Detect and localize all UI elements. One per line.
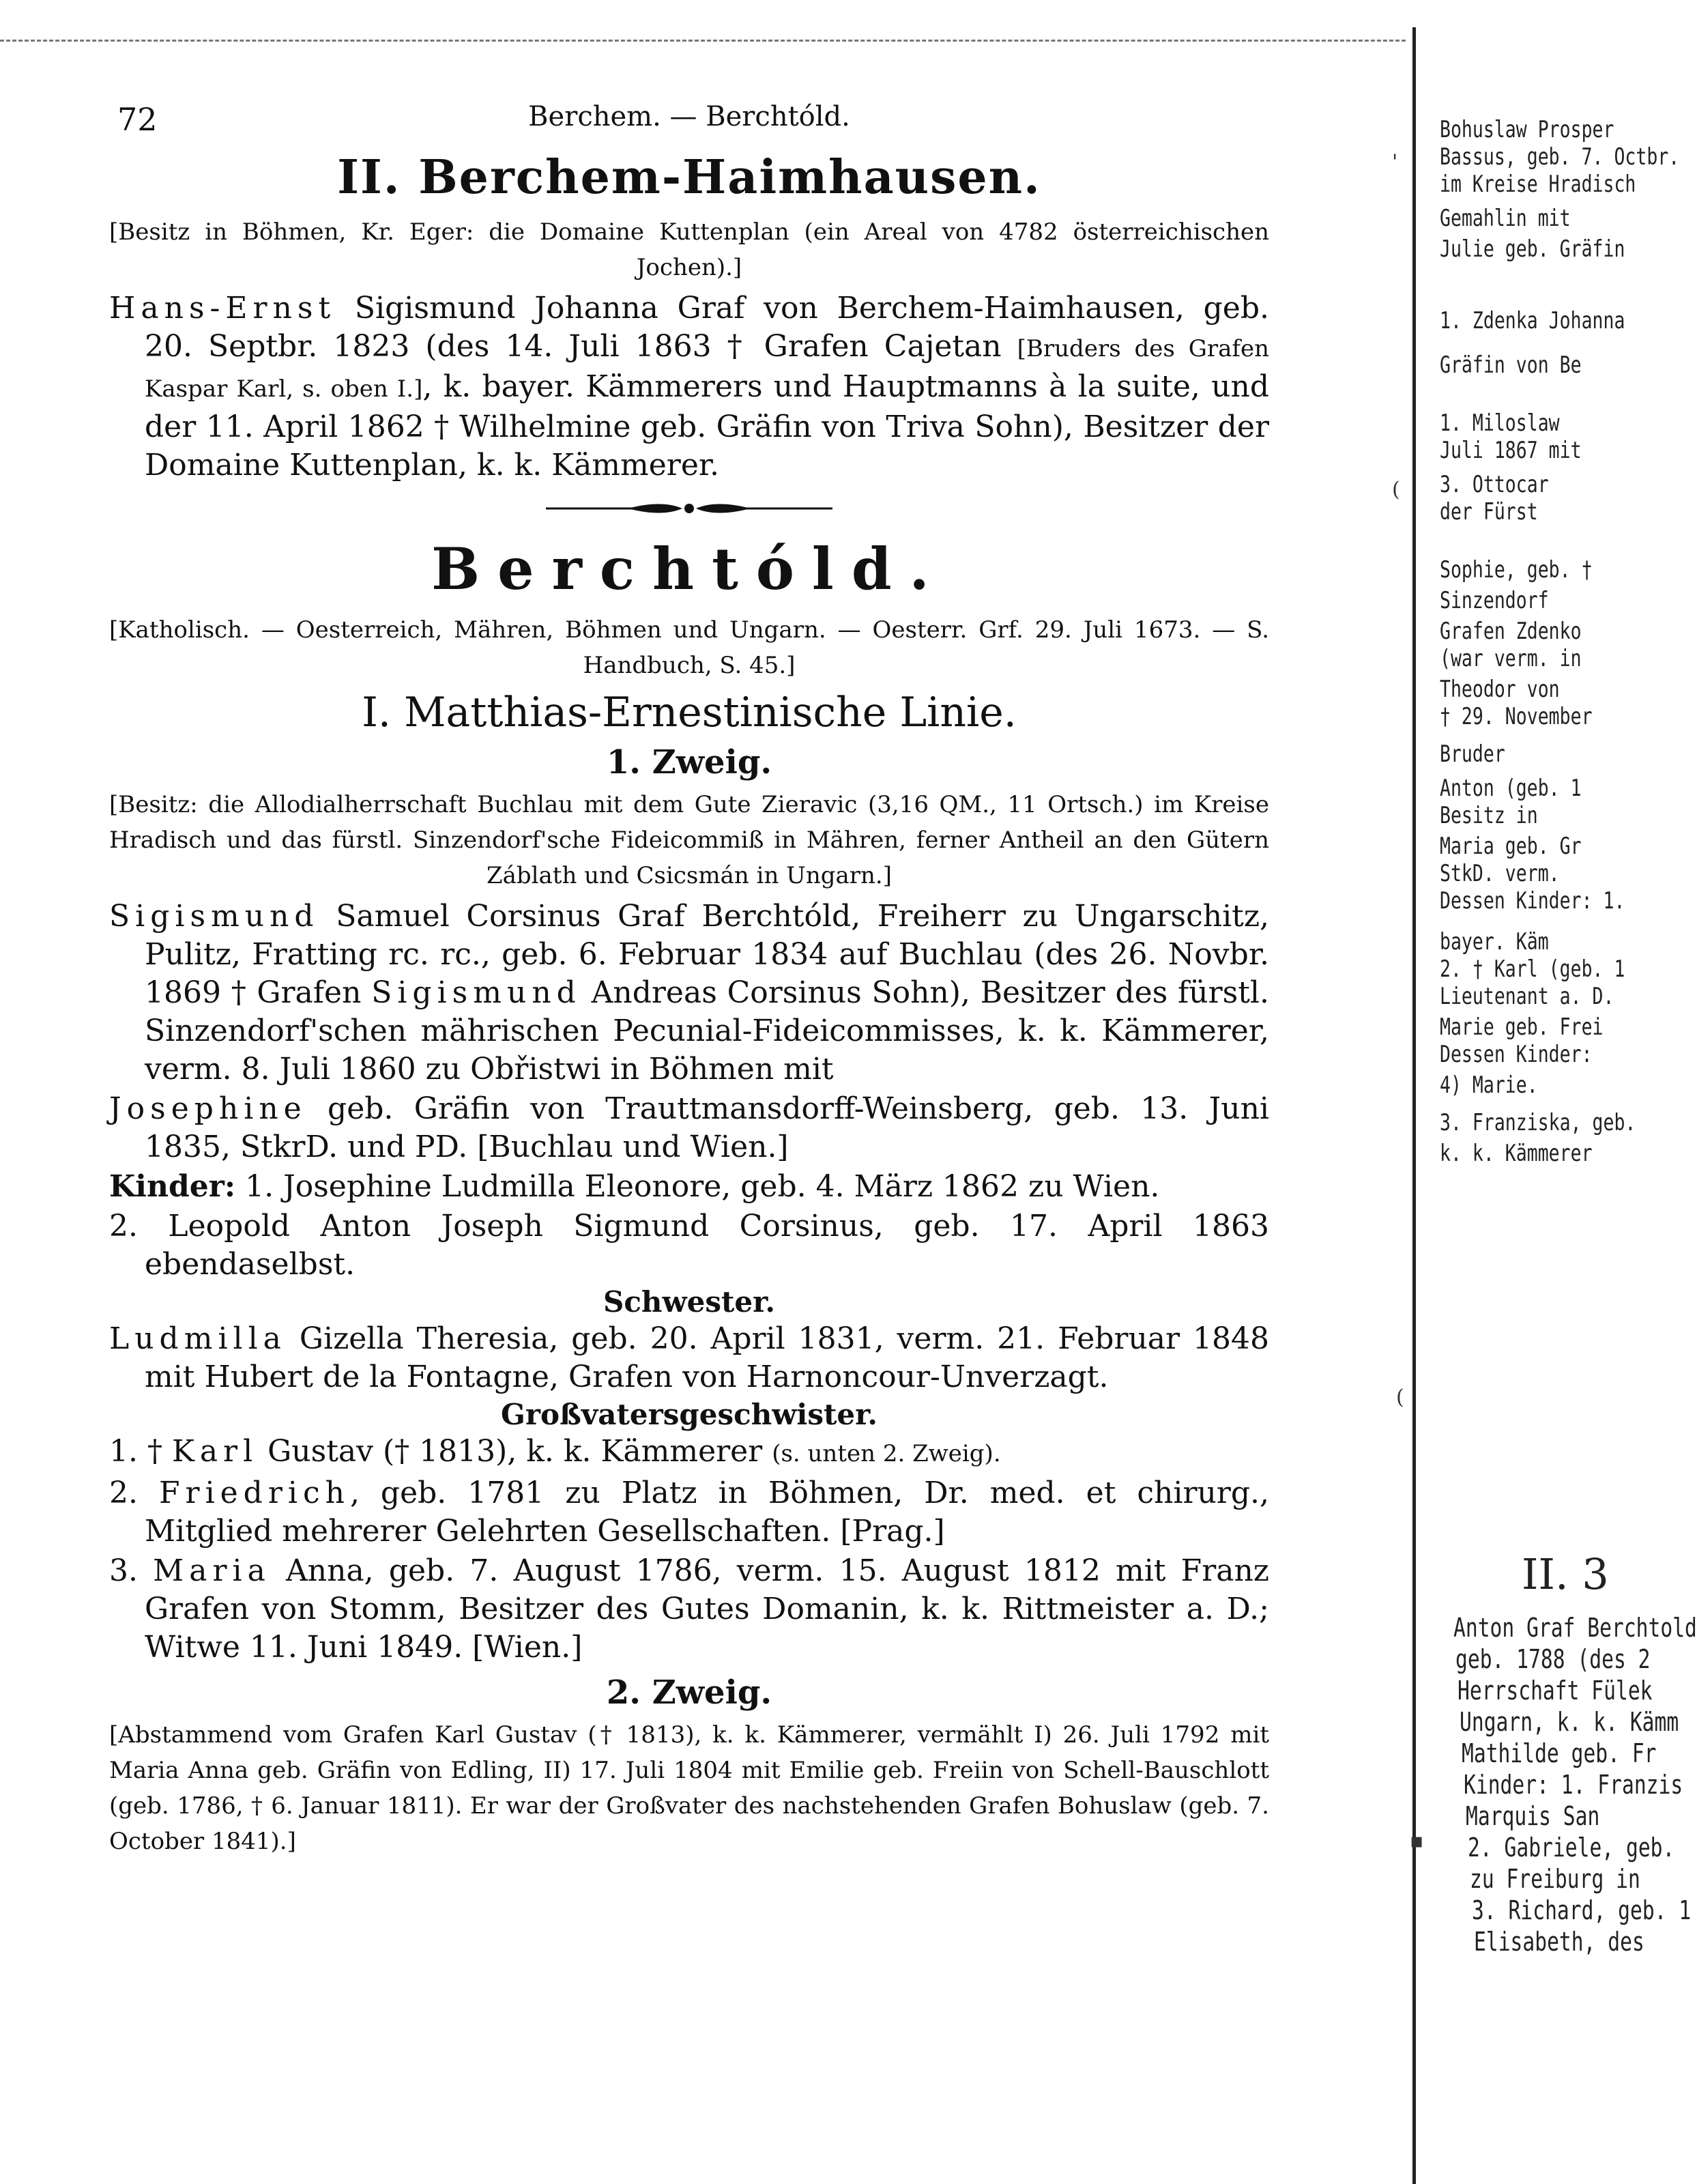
- facing-page-line: 1. Miloslaw: [1440, 410, 1560, 437]
- margin-mark: ': [1392, 150, 1398, 174]
- person-bracket-note: [Bruders des Grafen Kaspar Karl, s. oben I.]: [145, 335, 1269, 403]
- facing-page-line: Bassus, geb. 7. Octbr.: [1440, 143, 1680, 171]
- margin-mark: (: [1396, 1385, 1404, 1409]
- facing-page-line: 4) Marie.: [1440, 1072, 1538, 1099]
- top-dashed-rule: [0, 40, 1406, 42]
- g2-prefix: 2.: [109, 1476, 159, 1510]
- facing-page-line: Besitz in: [1440, 802, 1538, 829]
- entry-maria-anna: [109, 1552, 1269, 1667]
- facing-page-line: Maria geb. Gr: [1440, 833, 1582, 860]
- facing-page-line: Grafen Zdenko: [1440, 618, 1582, 645]
- entry-josephine: [109, 1090, 1269, 1166]
- g1-text: Gustav († 1813), k. k. Kämmerer: [258, 1434, 772, 1469]
- g3-prefix: 3.: [109, 1553, 154, 1588]
- head-name: Sigismund: [109, 899, 319, 934]
- g3-text: Anna, geb. 7. August 1786, verm. 15. August 1812 mit Franz Grafen von Stomm, Besitzer des Gutes Domanin, k. k. Rittmeister a. D.; Witwe 11. Juni 1849. [Wien.]: [145, 1553, 1269, 1665]
- g3-name: Maria: [153, 1553, 271, 1588]
- facing-page-line: im Kreise Hradisch: [1440, 171, 1636, 198]
- facing-page-line: 1. Zdenka Johanna: [1440, 307, 1625, 334]
- section-title-berchem-haimhausen: II. Berchem-Haimhausen.: [337, 150, 1041, 205]
- facing-page-line: Bohuslaw Prosper: [1440, 116, 1614, 143]
- facing-page-line: Herrschaft Fülek: [1457, 1676, 1653, 1706]
- facing-page-line: der Fürst: [1440, 498, 1538, 526]
- entry-hans-ernst: [109, 289, 1269, 485]
- head-text-cont: Andreas Corsinus Sohn), Besitzer des fürstl. Sinzendorf'schen mährischen Pecunial-Fideicommisses, k. k. Kämmerer, verm. 8. Juli 1860 zu Obřistwi in Böhmen mit: [145, 975, 1269, 1087]
- branch2-title: 2. Zweig.: [606, 1673, 772, 1712]
- facing-page-line: 3. Franziska, geb.: [1440, 1109, 1636, 1136]
- branch2-note: [Abstammend vom Grafen Karl Gustav († 1813), k. k. Kämmerer, vermählt I) 26. Juli 1792 mit Maria Anna geb. Gräfin von Edling, II) 17. Juli 1804 mit Emilie geb. Freiin von Schell-Bauschlott (geb. 1786, † 6. Januar 1811). Er war der Großvater des nachstehenden Grafen Bohuslaw (geb. 7. October 1841).]: [109, 1721, 1269, 1855]
- sister-heading: Schwester.: [603, 1285, 775, 1319]
- left-page: [109, 96, 1269, 1863]
- grandfather-siblings-heading: Großvatersgeschwister.: [500, 1398, 878, 1431]
- divider-ornament-icon: [546, 498, 832, 519]
- facing-page-line: Marie geb. Frei: [1440, 1014, 1604, 1041]
- family-title-berchtold: Berchtóld.: [431, 535, 947, 603]
- facing-page-line: Marquis San: [1466, 1801, 1600, 1831]
- line-title-matthias-ernestinische: I. Matthias-Ernestinische Linie.: [362, 689, 1017, 736]
- facing-page-line: bayer. Käm: [1440, 928, 1549, 956]
- branch1-title: 1. Zweig.: [606, 743, 772, 781]
- facing-page-line: Anton (geb. 1: [1440, 775, 1582, 802]
- facing-page-line: Dessen Kinder: 1.: [1440, 887, 1625, 915]
- facing-page-line: 3. Richard, geb. 1: [1472, 1895, 1692, 1925]
- facing-page-line: Elisabeth, des: [1474, 1927, 1644, 1957]
- facing-page-line: Lieutenant a. D.: [1440, 983, 1614, 1010]
- possession-note-berchem: [Besitz in Böhmen, Kr. Eger: die Domaine Kuttenplan (ein Areal von 4782 österreichischen Jochen).]: [109, 218, 1269, 281]
- facing-page-line: Anton Graf Berchtold: [1453, 1613, 1697, 1643]
- facing-page-line: Theodor von: [1440, 676, 1560, 703]
- entry-sigismund: [109, 897, 1269, 1089]
- head-text: Samuel Corsinus Graf Berchtóld, Freiherr zu Ungarschitz, Pulitz, Fratting rc. rc., geb. 6. Februar 1834 auf Buchlau (des 26. Novbr. 1869 † Grafen: [145, 899, 1269, 1010]
- children-list: [109, 1168, 1269, 1206]
- facing-page-line: † 29. November: [1440, 703, 1593, 730]
- family-note-berchtold: [Katholisch. — Oesterreich, Mähren, Böhmen und Ungarn. — Oesterr. Grf. 29. Juli 1673. — S. Handbuch, S. 45.]: [109, 616, 1269, 679]
- g1-name: Karl: [171, 1434, 259, 1469]
- running-head: Berchem. — Berchtóld.: [528, 101, 850, 132]
- child-1: 1. Josephine Ludmilla Eleonore, geb. 4. März 1862 zu Wien.: [235, 1169, 1160, 1204]
- wife-text: geb. Gräfin von Trauttmansdorff-Weinsberg, geb. 13. Juni 1835, StkrD. und PD. [Buchlau und Wien.]: [145, 1091, 1269, 1164]
- facing-page-line: Juli 1867 mit: [1440, 437, 1582, 464]
- facing-page-line: Gräfin von Be: [1440, 351, 1582, 379]
- margin-mark: ▪: [1410, 1829, 1424, 1853]
- facing-page-line: k. k. Kämmerer: [1440, 1140, 1593, 1167]
- facing-page-line: 3. Ottocar: [1440, 471, 1549, 498]
- person-text: Sigismund Johanna Graf von Berchem-Haimhausen, geb. 20. Septbr. 1823 (des 14. Juli 1863 † Grafen Cajetan: [145, 291, 1269, 364]
- g1-prefix: 1. †: [109, 1434, 172, 1469]
- facing-page-sliver: [1412, 0, 1697, 2184]
- facing-page-line: Gemahlin mit: [1440, 205, 1571, 232]
- wife-name: Josephine: [109, 1091, 307, 1126]
- facing-page-line: Sinzendorf: [1440, 587, 1549, 614]
- facing-page-line: 2. Gabriele, geb.: [1468, 1833, 1675, 1863]
- g2-name: Friedrich: [159, 1476, 350, 1510]
- facing-page-line: Dessen Kinder:: [1440, 1041, 1593, 1068]
- facing-page-line: Sophie, geb. †: [1440, 556, 1593, 584]
- facing-page-line: zu Freiburg in: [1470, 1864, 1640, 1894]
- child-2: 2. Leopold Anton Joseph Sigmund Corsinus, geb. 17. April 1863 ebendaselbst.: [109, 1209, 1269, 1282]
- facing-page-line: 2. † Karl (geb. 1: [1440, 956, 1625, 983]
- children-label: Kinder:: [109, 1169, 236, 1204]
- facing-page-line: StkD. verm.: [1440, 860, 1560, 887]
- facing-page-line: Mathilde geb. Fr: [1462, 1738, 1657, 1768]
- facing-page-line: Kinder: 1. Franzis: [1464, 1770, 1683, 1800]
- facing-page-line: (war verm. in: [1440, 645, 1582, 672]
- facing-page-line: Ungarn, k. k. Kämm: [1460, 1707, 1679, 1737]
- g2-text: , geb. 1781 zu Platz in Böhmen, Dr. med. et chirurg., Mitglied mehrerer Gelehrten Gesellschaften. [Prag.]: [145, 1476, 1270, 1549]
- entry-ludmilla: [109, 1320, 1269, 1396]
- sister-name: Ludmilla: [109, 1321, 287, 1356]
- g1-crossref: (s. unten 2. Zweig).: [772, 1440, 1001, 1467]
- person-text-cont: , k. bayer. Kämmerers und Hauptmanns à la suite, und der 11. April 1862 † Wilhelmine geb. Gräfin von Triva Sohn), Besitzer der Domaine Kuttenplan, k. k. Kämmerer.: [145, 369, 1269, 483]
- entry-karl-gustav: [109, 1433, 1269, 1473]
- facing-page-line: Bruder: [1440, 741, 1505, 768]
- facing-page-heading: II. 3: [1522, 1549, 1609, 1599]
- entry-friedrich: [109, 1474, 1269, 1551]
- branch1-possession-note: [Besitz: die Allodialherrschaft Buchlau mit dem Gute Zieravic (3,16 QM., 11 Ortsch.) im Kreise Hradisch und das fürstl. Sinzendorf'sche Fideicommiß in Mähren, ferner Antheil an den Gütern Záblath und Csicsmán in Ungarn.]: [109, 791, 1269, 889]
- page-header: [109, 96, 1269, 143]
- head-father-name: Sigismund: [371, 975, 581, 1010]
- page-number: 72: [117, 101, 158, 138]
- margin-mark: (: [1392, 478, 1400, 502]
- sister-text: Gizella Theresia, geb. 20. April 1831, verm. 21. Februar 1848 mit Hubert de la Fontagne, Grafen von Harnoncour-Unverzagt.: [145, 1321, 1269, 1394]
- facing-page-line: Julie geb. Gräfin: [1440, 235, 1625, 263]
- facing-page-line: geb. 1788 (des 2: [1455, 1644, 1651, 1674]
- person-name: Hans-Ernst: [109, 291, 336, 326]
